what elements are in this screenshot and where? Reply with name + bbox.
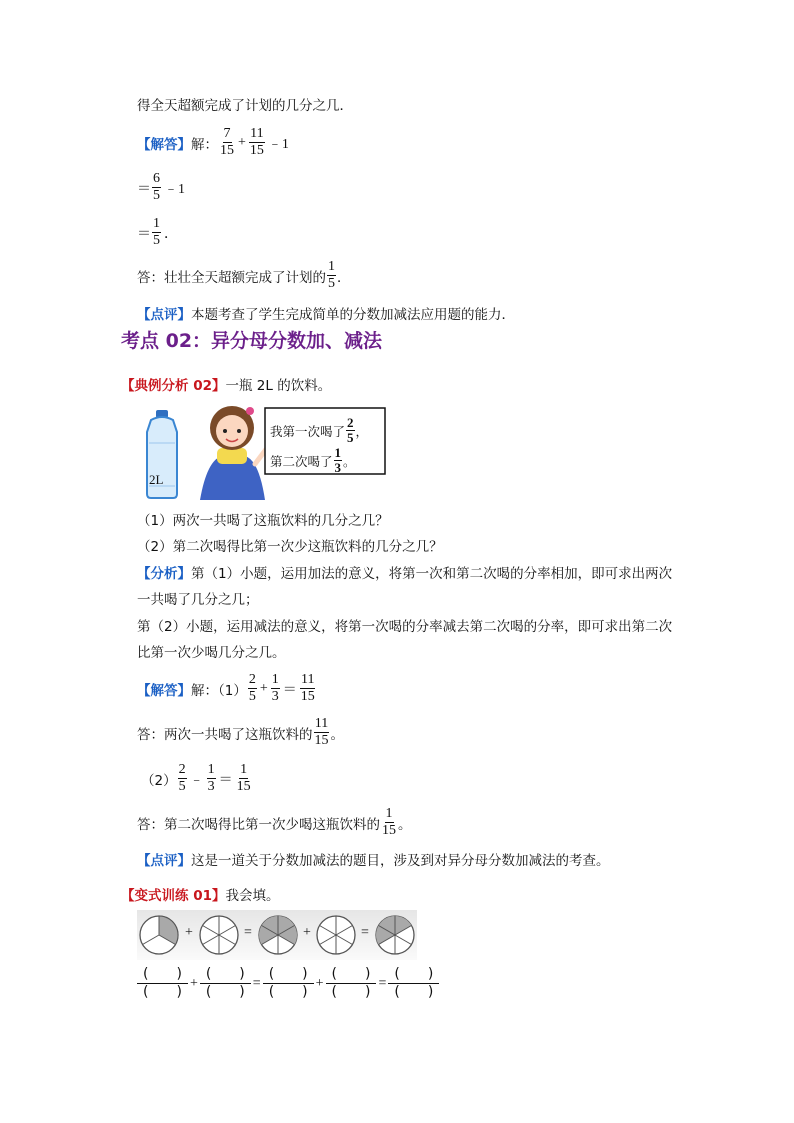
fraction: $\frac{11}{15}$ bbox=[249, 126, 264, 158]
answer-2: 答：第二次喝得比第一次少喝这瓶饮料的 $\frac{1}{15}$ 。 bbox=[137, 806, 412, 838]
op-symbol: = bbox=[244, 925, 252, 940]
solution-s2: （2） $\frac{2}{5}$ ﹣ $\frac{1}{3}$ ＝ $\frac{1}{15}$ bbox=[141, 762, 251, 794]
solution-tag: 【解答】 bbox=[137, 136, 191, 153]
solution-line-1: 【解答】 解： $\frac{7}{15}$ + $\frac{11}{15}$ ﹣1 bbox=[137, 126, 289, 158]
blank-fraction[interactable]: $\frac{( )}{( )}$ bbox=[137, 966, 188, 1001]
section-title: 考点 02：异分母分数加、减法 bbox=[121, 330, 383, 352]
fraction: $\frac{11}{15}$ bbox=[314, 716, 329, 748]
blank-equation: $\frac{( )}{( )}$ + $\frac{( )}{( )}$ = $\frac{( )}{( )}$ + $\frac{( )}{( )}$ = $\frac{( )}{( )}$ bbox=[137, 966, 439, 1001]
fraction: $\frac{2}{5}$ bbox=[248, 672, 256, 704]
fraction: $\frac{7}{15}$ bbox=[220, 126, 234, 158]
circle-4 bbox=[317, 916, 355, 954]
exercise-tag: 【变式训练 01】 bbox=[121, 888, 226, 904]
comment-line: 【点评】本题考查了学生完成简单的分数加减法应用题的能力． bbox=[137, 307, 515, 323]
circle-3 bbox=[259, 916, 297, 954]
answer-1: 答：两次一共喝了这瓶饮料的 $\frac{11}{15}$ 。 bbox=[137, 716, 344, 748]
op-symbol: + bbox=[185, 925, 193, 940]
bottle-label: 2L bbox=[149, 472, 164, 487]
fraction: $\frac{1}{3}$ bbox=[207, 762, 215, 794]
analysis-p1: 【分析】第（1）小题，运用加法的意义，将第一次和第二次喝的分率相加，即可求出两次一共喝了几分之几； bbox=[137, 566, 673, 608]
fraction: $\frac{11}{15}$ bbox=[300, 672, 315, 704]
fraction: $\frac{1}{3}$ bbox=[271, 672, 279, 704]
analysis-tag: 【分析】 bbox=[137, 566, 191, 582]
blank-fraction[interactable]: $\frac{( )}{( )}$ bbox=[263, 966, 314, 1001]
example-heading: 【典例分析 02】一瓶 2L 的饮料。 bbox=[121, 378, 332, 394]
fraction: $\frac{1}{15}$ bbox=[382, 806, 396, 838]
comment-tag: 【点评】 bbox=[137, 853, 191, 869]
solution-line-2: ＝ $\frac{6}{5}$ ﹣1 bbox=[137, 171, 185, 203]
comment-tag: 【点评】 bbox=[137, 307, 191, 323]
fraction: $\frac{6}{5}$ bbox=[153, 171, 160, 203]
circle-5 bbox=[376, 916, 414, 954]
solution-tag: 【解答】 bbox=[137, 682, 191, 699]
circle-1 bbox=[140, 916, 178, 954]
op-symbol: = bbox=[361, 925, 369, 940]
fraction: $\frac{1}{3}$ bbox=[334, 445, 342, 475]
example-tag: 【典例分析 02】 bbox=[121, 378, 226, 394]
fraction: $\frac{2}{5}$ bbox=[178, 762, 186, 794]
example-comment: 【点评】这是一道关于分数加减法的题目，涉及到对异分母分数加减法的考查。 bbox=[137, 853, 610, 869]
fraction: $\frac{1}{15}$ bbox=[236, 762, 251, 794]
fraction: $\frac{1}{5}$ bbox=[153, 216, 160, 248]
op-symbol: + bbox=[303, 925, 311, 940]
fraction-circles bbox=[137, 910, 417, 960]
blank-fraction[interactable]: $\frac{( )}{( )}$ bbox=[326, 966, 377, 1001]
question-2: （2）第二次喝得比第一次少这瓶饮料的几分之几？ bbox=[137, 539, 443, 555]
solution-prefix: 解： bbox=[191, 136, 218, 153]
answer-line: 答：壮壮全天超额完成了计划的 $\frac{1}{5}$ ． bbox=[137, 259, 351, 291]
blank-fraction[interactable]: $\frac{( )}{( )}$ bbox=[200, 966, 251, 1001]
solution-line-3: ＝ $\frac{1}{5}$ ． bbox=[137, 216, 178, 248]
intro-line: 得全天超额完成了计划的几分之几． bbox=[137, 98, 353, 114]
question-1: （1）两次一共喝了这瓶饮料的几分之几？ bbox=[137, 513, 389, 529]
illustration bbox=[137, 398, 392, 500]
fraction: $\frac{2}{5}$ bbox=[347, 415, 354, 445]
circle-2 bbox=[200, 916, 238, 954]
circle-diagram bbox=[137, 910, 417, 960]
speech-line-1: 我第一次喝了 $\frac{2}{5}$ ， bbox=[270, 415, 369, 445]
speech-line-2: 第二次喝了 $\frac{1}{3}$ 。 bbox=[270, 445, 356, 475]
analysis-p2: 第（2）小题，运用减法的意义，将第一次喝的分率减去第二次喝的分率，即可求出第二次比第一次少喝几分之几。 bbox=[137, 619, 673, 661]
blank-fraction[interactable]: $\frac{( )}{( )}$ bbox=[388, 966, 439, 1001]
girl-figure bbox=[200, 406, 267, 500]
solution-s1: 【解答】 解：（1） $\frac{2}{5}$ + $\frac{1}{3}$ ＝ $\frac{11}{15}$ bbox=[137, 672, 315, 704]
exercise-heading: 【变式训练 01】我会填。 bbox=[121, 888, 280, 904]
fraction: $\frac{1}{5}$ bbox=[328, 259, 335, 291]
